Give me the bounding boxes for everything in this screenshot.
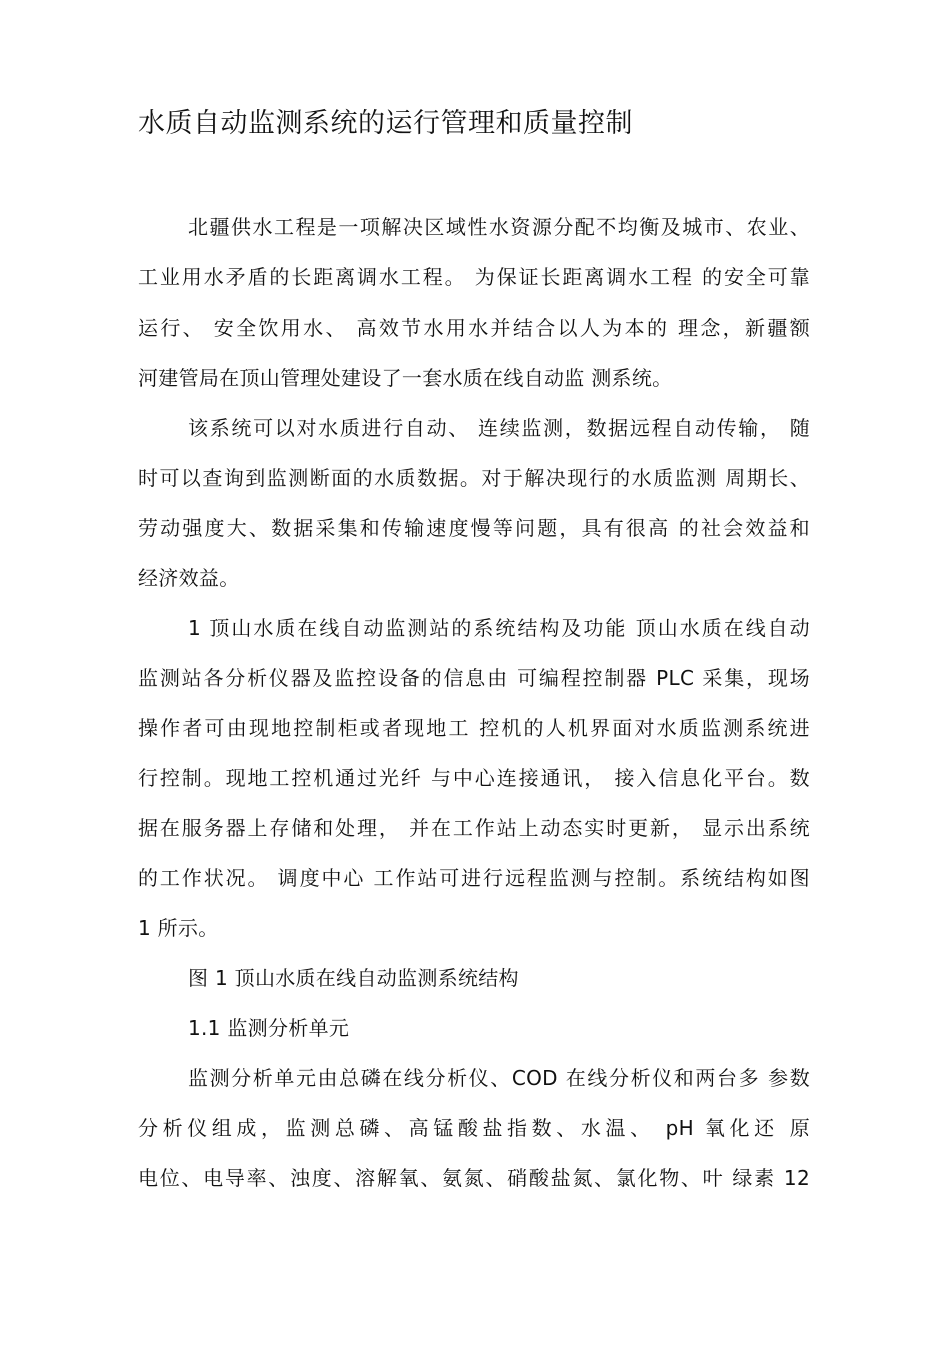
paragraph-line: 经济效益。 bbox=[138, 566, 240, 590]
paragraph-line: 监测分析单元由总磷在线分析仪、COD 在线分析仪和两台多 参数 bbox=[188, 1066, 810, 1090]
document-title: 水质自动监测系统的运行管理和质量控制 bbox=[138, 108, 633, 139]
paragraph-line: 1 所示。 bbox=[138, 916, 219, 940]
paragraph-line: 该系统可以对水质进行自动、 连续监测，数据远程自动传输， 随 bbox=[188, 416, 810, 440]
paragraph-line: 工业用水矛盾的长距离调水工程。 为保证长距离调水工程 的安全可靠 bbox=[138, 265, 810, 289]
paragraph-line: 时可以查询到监测断面的水质数据。对于解决现行的水质监测 周期长、 bbox=[138, 466, 810, 490]
paragraph-line: 据在服务器上存储和处理， 并在工作站上动态实时更新， 显示出系统 bbox=[138, 816, 810, 840]
paragraph-line: 电位、电导率、浊度、溶解氧、氨氮、硝酸盐氮、氯化物、叶 绿素 12 bbox=[138, 1166, 810, 1190]
paragraph-line: 分析仪组成，监测总磷、高锰酸盐指数、水温、 pH 氧化还 原 bbox=[138, 1116, 810, 1140]
paragraph-line: 河建管局在顶山管理处建设了一套水质在线自动监 测系统。 bbox=[138, 366, 673, 390]
paragraph-line: 北疆供水工程是一项解决区域性水资源分配不均衡及城市、农业、 bbox=[188, 215, 810, 239]
figure-caption: 图 1 顶山水质在线自动监测系统结构 bbox=[188, 966, 519, 990]
paragraph-line: 运行、 安全饮用水、 高效节水用水并结合以人为本的 理念，新疆额 bbox=[138, 316, 810, 340]
paragraph-line: 行控制。现地工控机通过光纤 与中心连接通讯， 接入信息化平台。数 bbox=[138, 766, 810, 790]
paragraph-line: 监测站各分析仪器及监控设备的信息由 可编程控制器 PLC 采集，现场 bbox=[138, 666, 810, 690]
paragraph-line: 操作者可由现地控制柜或者现地工 控机的人机界面对水质监测系统进 bbox=[138, 716, 810, 740]
paragraph-line: 劳动强度大、数据采集和传输速度慢等问题，具有很高 的社会效益和 bbox=[138, 516, 810, 540]
paragraph-line: 的工作状况。 调度中心 工作站可进行远程监测与控制。系统结构如图 bbox=[138, 866, 810, 890]
paragraph-line: 1 顶山水质在线自动监测站的系统结构及功能 顶山水质在线自动 bbox=[188, 616, 810, 640]
section-heading: 1.1 监测分析单元 bbox=[188, 1016, 350, 1040]
